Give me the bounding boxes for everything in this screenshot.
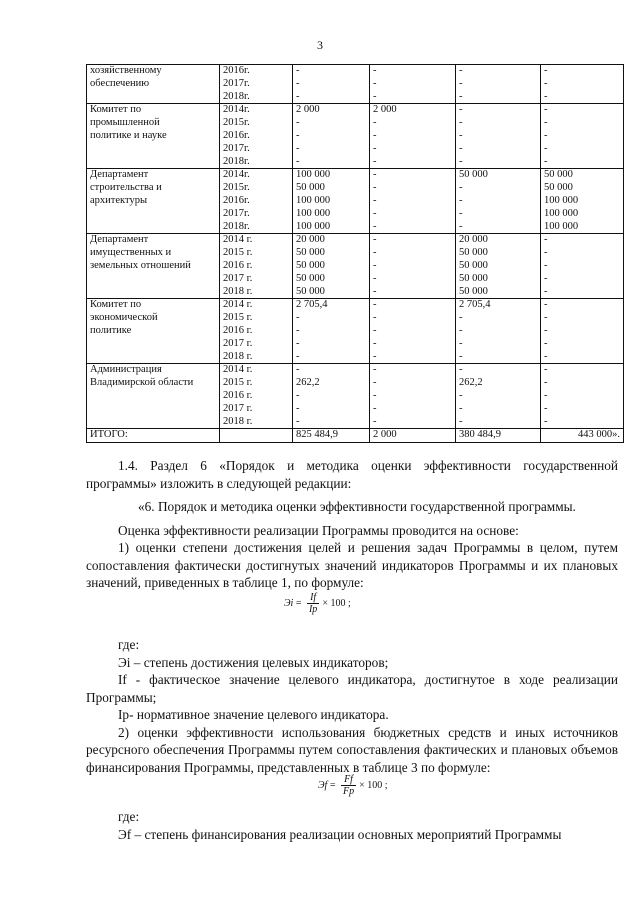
cell-value: - <box>459 337 463 349</box>
cell-value: 2016 г. <box>223 389 253 401</box>
cell-value: - <box>459 207 463 219</box>
section-6-heading: «6. Порядок и методика оценки эффективности государственной программы. <box>138 499 576 514</box>
cell-value: 2018 г. <box>223 415 253 427</box>
organization-name-line: Департамент <box>90 234 149 246</box>
cell-value: - <box>544 234 548 246</box>
cell-value: - <box>544 272 548 284</box>
cell-value: - <box>544 402 548 414</box>
page-number: 3 <box>317 38 323 52</box>
cell-value: - <box>459 65 463 76</box>
cell-value: - <box>544 337 548 349</box>
organization-cell <box>87 234 220 299</box>
cell-value: - <box>373 285 377 297</box>
regional-budget-cell <box>456 234 541 299</box>
cell-value: 2017 г. <box>223 337 253 349</box>
where-label: где: <box>118 809 140 824</box>
cell-value: - <box>373 155 377 167</box>
organization-cell <box>87 299 220 364</box>
cell-value: - <box>544 377 548 389</box>
cell-value: 20 000 <box>296 234 325 246</box>
cell-value: - <box>296 129 300 141</box>
cell-value: - <box>544 104 548 116</box>
paragraph-basis: Оценка эффективности реализации Программы проводится на основе: <box>118 522 519 538</box>
organization-name-line: Департамент <box>90 169 149 181</box>
cell-value: - <box>544 259 548 271</box>
cell-value: - <box>373 77 377 89</box>
regional-budget-cell <box>456 299 541 364</box>
cell-value: - <box>373 220 377 232</box>
formula-numerator: Ff <box>341 774 356 786</box>
formula-numerator: If <box>307 592 319 604</box>
total-value: 2 000 <box>370 429 456 443</box>
cell-value: - <box>373 169 377 181</box>
body-section-1 <box>86 457 618 592</box>
cell-value: - <box>459 155 463 167</box>
formula-ef: Эf = $\frac{Ff}{Fp}$ × 100 ; <box>318 774 388 797</box>
federal-budget-cell <box>370 65 456 104</box>
organization-name-line: обеспечению <box>90 77 150 89</box>
cell-value: - <box>544 312 548 324</box>
year-cell <box>220 234 293 299</box>
cell-value: 100 000 <box>296 169 331 181</box>
cell-value: - <box>296 142 300 154</box>
cell-value: 2 000 <box>373 104 397 116</box>
total-funding-cell <box>293 104 370 169</box>
cell-value: 2014г. <box>223 169 250 181</box>
cell-value: - <box>373 312 377 324</box>
other-sources-cell <box>541 169 624 234</box>
cell-value: - <box>296 324 300 336</box>
cell-value: - <box>373 259 377 271</box>
cell-value: 262,2 <box>296 377 320 389</box>
cell-value: 100 000 <box>296 207 331 219</box>
cell-value: - <box>459 350 463 362</box>
cell-value: - <box>373 272 377 284</box>
cell-value: 2016г. <box>223 65 250 76</box>
cell-value: 2018 г. <box>223 350 253 362</box>
cell-value: - <box>544 129 548 141</box>
cell-value: 50 000 <box>296 285 325 297</box>
cell-value: - <box>544 364 548 376</box>
definition-ei: Эi – степень достижения целевых индикаторов; <box>118 654 389 670</box>
cell-value: - <box>459 312 463 324</box>
year-cell <box>220 104 293 169</box>
total-value: 825 484,9 <box>293 429 370 443</box>
cell-value: - <box>373 299 377 311</box>
cell-value: - <box>296 364 300 376</box>
cell-value: - <box>459 220 463 232</box>
table-row <box>87 234 624 299</box>
year-cell <box>220 65 293 104</box>
cell-value: 100 000 <box>544 194 579 206</box>
regional-budget-cell <box>456 104 541 169</box>
organization-name-line: имущественных и <box>90 247 172 259</box>
cell-value: 2014 г. <box>223 364 253 376</box>
formula-lhs: Эi <box>284 598 294 609</box>
cell-value: 20 000 <box>459 234 488 246</box>
year-cell <box>220 299 293 364</box>
cell-value: 100 000 <box>296 220 331 232</box>
table-row <box>87 364 624 429</box>
cell-value: 262,2 <box>459 377 483 389</box>
cell-value: - <box>296 117 300 129</box>
cell-value: - <box>373 389 377 401</box>
cell-value: - <box>296 389 300 401</box>
paragraph-1-4: 1.4. Раздел 6 «Порядок и методика оценки эффективности государственной программы» изложить в следующей редакции: <box>86 458 618 491</box>
cell-value: - <box>544 285 548 297</box>
cell-value: - <box>544 299 548 311</box>
cell-value: - <box>459 364 463 376</box>
organization-name-line: Комитет по <box>90 299 142 311</box>
cell-value: 50 000 <box>296 182 325 194</box>
other-sources-cell <box>541 364 624 429</box>
total-year-cell <box>220 429 293 443</box>
formula-tail: × 100 ; <box>359 780 388 791</box>
cell-value: - <box>296 65 300 76</box>
cell-value: - <box>373 402 377 414</box>
cell-value: - <box>459 90 463 102</box>
definition-if: If - фактическое значение целевого индикатора, достигнутое в ходе реализации Программы; <box>86 672 618 705</box>
cell-value: - <box>373 350 377 362</box>
cell-value: - <box>296 402 300 414</box>
cell-value: 2016 г. <box>223 259 253 271</box>
formula-denominator: Ip <box>308 604 318 615</box>
cell-value: 50 000 <box>296 247 325 259</box>
total-label: ИТОГО: <box>87 429 220 443</box>
organization-name-line: промышленной <box>90 117 160 129</box>
cell-value: 2018г. <box>223 220 250 232</box>
cell-value: 100 000 <box>544 220 579 232</box>
organization-cell <box>87 65 220 104</box>
paragraph-item-2: 2) оценки эффективности использования бюджетных средств и иных источников ресурсного обеспечения Программы путем сопоставления фактических и плановых объемов финансирования Программы, представленных в таблице 3 по формуле: <box>86 724 618 775</box>
definition-ip: Ip- нормативное значение целевого индикатора. <box>118 707 389 722</box>
cell-value: - <box>373 207 377 219</box>
cell-value: 2018 г. <box>223 285 253 297</box>
federal-budget-cell <box>370 234 456 299</box>
organization-name-line: Комитет по <box>90 104 142 116</box>
cell-value: - <box>373 182 377 194</box>
cell-value: - <box>459 194 463 206</box>
formula-tail: × 100 ; <box>322 598 351 609</box>
paragraph-item-1: 1) оценки степени достижения целей и решения задач Программы в целом, путем сопоставления фактически достигнутых значений индикаторов Программы и их плановых значений, приведенных в таблице 1, по формуле: <box>86 540 618 590</box>
cell-value: - <box>373 324 377 336</box>
organization-name-line: Администрация <box>90 364 162 376</box>
total-funding-cell <box>293 299 370 364</box>
formula-denominator: Fp <box>342 786 355 797</box>
definition-ef: Эf – степень финансирования реализации основных мероприятий Программы <box>118 826 562 842</box>
organization-name-line: политике <box>90 324 132 336</box>
where-label: где: <box>118 637 140 652</box>
regional-budget-cell <box>456 65 541 104</box>
cell-value: - <box>459 324 463 336</box>
cell-value: - <box>544 142 548 154</box>
cell-value: - <box>544 77 548 89</box>
cell-value: - <box>373 337 377 349</box>
cell-value: - <box>373 194 377 206</box>
cell-value: 2 705,4 <box>296 299 328 311</box>
cell-value: - <box>459 389 463 401</box>
organization-name-line: экономической <box>90 312 158 324</box>
cell-value: 50 000 <box>544 182 573 194</box>
cell-value: - <box>373 364 377 376</box>
cell-value: - <box>544 155 548 167</box>
cell-value: - <box>459 402 463 414</box>
cell-value: 2017г. <box>223 142 250 154</box>
cell-value: 50 000 <box>459 285 488 297</box>
cell-value: - <box>544 389 548 401</box>
table-row <box>87 65 624 104</box>
table-row <box>87 104 624 169</box>
cell-value: - <box>296 337 300 349</box>
cell-value: 2016 г. <box>223 324 253 336</box>
cell-value: 2017г. <box>223 77 250 89</box>
cell-value: 2014 г. <box>223 234 253 246</box>
cell-value: 2017 г. <box>223 402 253 414</box>
table-row <box>87 169 624 234</box>
cell-value: - <box>296 90 300 102</box>
cell-value: - <box>544 324 548 336</box>
cell-value: - <box>373 129 377 141</box>
cell-value: 2018г. <box>223 90 250 102</box>
organization-name-line: строительства и <box>90 182 162 194</box>
cell-value: - <box>373 142 377 154</box>
cell-value: - <box>544 247 548 259</box>
cell-value: - <box>373 90 377 102</box>
total-funding-cell <box>293 364 370 429</box>
cell-value: - <box>459 77 463 89</box>
cell-value: 2 000 <box>296 104 320 116</box>
total-value: 443 000». <box>541 429 624 443</box>
formula-lhs: Эf <box>318 780 328 791</box>
cell-value: - <box>544 350 548 362</box>
cell-value: 50 000 <box>296 259 325 271</box>
body-section-3 <box>86 808 618 843</box>
cell-value: - <box>544 65 548 76</box>
organization-name-line: Владимирской области <box>90 377 194 389</box>
cell-value: 2015г. <box>223 117 250 129</box>
cell-value: - <box>544 415 548 427</box>
regional-budget-cell <box>456 169 541 234</box>
federal-budget-cell <box>370 169 456 234</box>
cell-value: - <box>296 155 300 167</box>
total-funding-cell <box>293 234 370 299</box>
cell-value: - <box>544 90 548 102</box>
cell-value: 2017г. <box>223 207 250 219</box>
federal-budget-cell <box>370 299 456 364</box>
federal-budget-cell <box>370 364 456 429</box>
table-row <box>87 299 624 364</box>
cell-value: - <box>296 77 300 89</box>
year-cell <box>220 364 293 429</box>
federal-budget-cell <box>370 104 456 169</box>
organization-cell <box>87 104 220 169</box>
other-sources-cell <box>541 234 624 299</box>
other-sources-cell <box>541 104 624 169</box>
cell-value: - <box>459 129 463 141</box>
cell-value: 50 000 <box>296 272 325 284</box>
cell-value: - <box>544 117 548 129</box>
cell-value: 50 000 <box>459 272 488 284</box>
organization-cell <box>87 169 220 234</box>
total-value: 380 484,9 <box>456 429 541 443</box>
organization-name-line: политике и науке <box>90 129 167 141</box>
body-section-2 <box>86 636 618 776</box>
cell-value: - <box>373 234 377 246</box>
cell-value: 2016г. <box>223 194 250 206</box>
cell-value: - <box>459 415 463 427</box>
cell-value: 2015 г. <box>223 377 253 389</box>
cell-value: 50 000 <box>459 169 488 181</box>
organization-name-line: хозяйственному <box>90 65 162 76</box>
cell-value: - <box>296 415 300 427</box>
organization-name-line: земельных отношений <box>90 259 191 271</box>
organization-cell <box>87 364 220 429</box>
cell-value: - <box>296 350 300 362</box>
cell-value: - <box>296 312 300 324</box>
cell-value: - <box>373 247 377 259</box>
total-funding-cell <box>293 169 370 234</box>
cell-value: - <box>459 142 463 154</box>
cell-value: - <box>373 117 377 129</box>
cell-value: 2016г. <box>223 129 250 141</box>
cell-value: 2017 г. <box>223 272 253 284</box>
cell-value: - <box>459 182 463 194</box>
cell-value: - <box>459 117 463 129</box>
cell-value: 50 000 <box>459 259 488 271</box>
cell-value: 2014 г. <box>223 299 253 311</box>
other-sources-cell <box>541 299 624 364</box>
formula-ei: Эi = $\frac{If}{Ip}$ × 100 ; <box>284 592 351 615</box>
cell-value: 2 705,4 <box>459 299 491 311</box>
regional-budget-cell <box>456 364 541 429</box>
total-funding-cell <box>293 65 370 104</box>
cell-value: 50 000 <box>459 247 488 259</box>
cell-value: 2015 г. <box>223 312 253 324</box>
cell-value: 2015 г. <box>223 247 253 259</box>
cell-value: - <box>459 104 463 116</box>
total-row <box>87 429 624 443</box>
cell-value: - <box>373 415 377 427</box>
financing-table <box>86 64 624 443</box>
cell-value: 2018г. <box>223 155 250 167</box>
cell-value: 50 000 <box>544 169 573 181</box>
cell-value: 2015г. <box>223 182 250 194</box>
cell-value: 100 000 <box>544 207 579 219</box>
cell-value: 100 000 <box>296 194 331 206</box>
organization-name-line: архитектуры <box>90 194 147 206</box>
year-cell <box>220 169 293 234</box>
cell-value: 2014г. <box>223 104 250 116</box>
cell-value: - <box>373 65 377 76</box>
cell-value: - <box>373 377 377 389</box>
other-sources-cell <box>541 65 624 104</box>
